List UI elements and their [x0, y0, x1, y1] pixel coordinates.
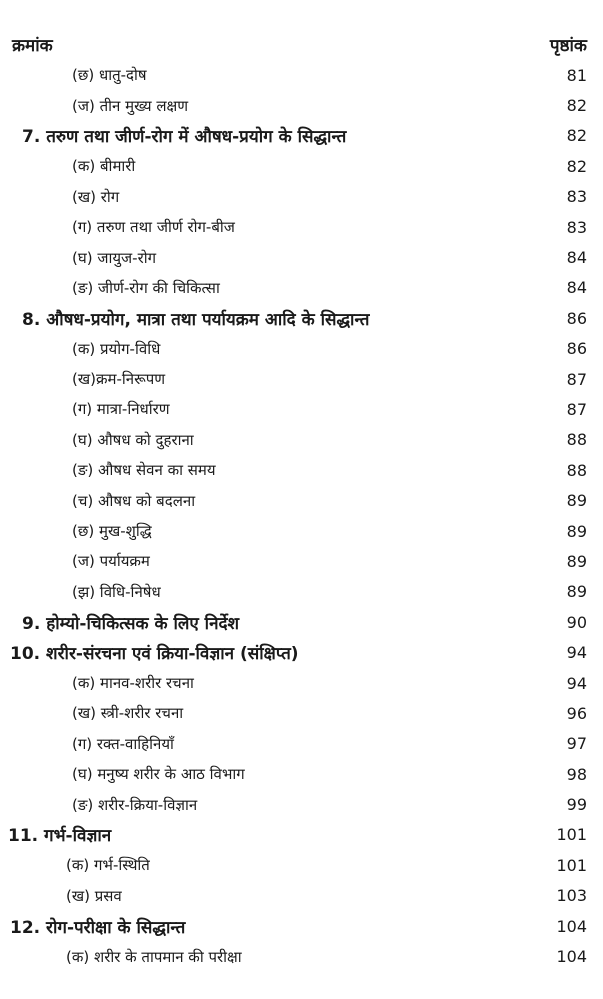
section-title: 12. रोग-परीक्षा के सिद्धान्त: [10, 917, 186, 938]
toc-section: [0, 121, 603, 151]
entry-title: (घ) औषध को दुहराना: [72, 430, 194, 449]
entry-page-number: 99: [566, 795, 587, 815]
entry-page-number: 98: [566, 764, 587, 784]
serial-number-heading: क्रमांक: [12, 35, 53, 56]
entry-title: (ज) तीन मुख्य लक्षण: [72, 96, 189, 115]
entry-page-number: 84: [566, 278, 587, 298]
entry-page-number: 81: [566, 65, 587, 85]
toc-subentry: [0, 881, 603, 911]
entry-page-number: 82: [566, 156, 587, 176]
toc-subentry: [0, 212, 603, 242]
entry-title: (क) शरीर के तापमान की परीक्षा: [66, 947, 242, 966]
toc-section: [0, 820, 603, 850]
toc-subentry: [0, 151, 603, 181]
entry-title: (ख)क्रम-निरूपण: [72, 370, 166, 389]
entry-title: (ज) पर्यायक्रम: [72, 552, 150, 571]
page-number-heading: पृष्ठांक: [549, 35, 587, 56]
entry-page-number: 101: [556, 825, 587, 845]
entry-page-number: 84: [566, 248, 587, 268]
entry-page-number: 90: [566, 612, 587, 632]
entry-title: (ग) रक्त-वाहिनियाँ: [72, 734, 174, 753]
entry-page-number: 94: [566, 673, 587, 693]
entry-page-number: 104: [556, 916, 587, 936]
section-title: 10. शरीर-संरचना एवं क्रिया-विज्ञान (संक्षिप्त): [10, 644, 299, 665]
toc-subentry: [0, 60, 603, 90]
entry-page-number: 83: [566, 187, 587, 207]
toc-subentry: [0, 698, 603, 728]
entry-page-number: 97: [566, 734, 587, 754]
section-title: 8. औषध-प्रयोग, मात्रा तथा पर्यायक्रम आदि के सिद्धान्त: [22, 309, 370, 330]
entry-page-number: 88: [566, 460, 587, 480]
toc-subentry: [0, 941, 603, 971]
entry-page-number: 103: [556, 886, 587, 906]
toc-subentry: [0, 182, 603, 212]
entry-title: (क) गर्भ-स्थिति: [66, 856, 150, 875]
section-title: 11. गर्भ-विज्ञान: [8, 826, 112, 847]
section-title: 9. होम्यो-चिकित्सक के लिए निर्देश: [22, 613, 240, 634]
toc-section: [0, 607, 603, 637]
entry-title: (ग) तरुण तथा जीर्ण रोग-बीज: [72, 218, 235, 237]
entry-page-number: 101: [556, 855, 587, 875]
toc-subentry: [0, 789, 603, 819]
entry-title: (छ) धातु-दोष: [72, 66, 147, 85]
entry-title: (ङ) शरीर-क्रिया-विज्ञान: [72, 795, 198, 814]
toc-subentry: [0, 485, 603, 515]
entry-page-number: 87: [566, 399, 587, 419]
entry-title: (क) बीमारी: [72, 157, 136, 176]
entry-page-number: 96: [566, 703, 587, 723]
toc-subentry: [0, 668, 603, 698]
entry-page-number: 87: [566, 369, 587, 389]
toc-subentry: [0, 334, 603, 364]
section-title: 7. तरुण तथा जीर्ण-रोग में औषध-प्रयोग के सिद्धान्त: [22, 127, 347, 148]
toc-subentry: [0, 546, 603, 576]
entry-title: (ख) रोग: [72, 187, 120, 206]
entry-page-number: 86: [566, 308, 587, 328]
toc-section: [0, 911, 603, 941]
entry-title: (ख) स्त्री-शरीर रचना: [72, 704, 184, 723]
entry-title: (च) औषध को बदलना: [72, 491, 196, 510]
table-of-contents: [0, 60, 603, 972]
entry-title: (घ) जायुज-रोग: [72, 248, 157, 267]
toc-subentry: [0, 577, 603, 607]
entry-title: (क) प्रयोग-विधि: [72, 339, 161, 358]
entry-page-number: 89: [566, 491, 587, 511]
toc-subentry: [0, 394, 603, 424]
entry-title: (क) मानव-शरीर रचना: [72, 674, 194, 692]
toc-section: [0, 303, 603, 333]
entry-page-number: 89: [566, 521, 587, 541]
toc-section: [0, 637, 603, 667]
toc-subentry: [0, 455, 603, 485]
entry-page-number: 89: [566, 582, 587, 602]
entry-page-number: 88: [566, 430, 587, 450]
toc-subentry: [0, 759, 603, 789]
entry-title: (छ) मुख-शुद्धि: [72, 522, 152, 541]
toc-subentry: [0, 850, 603, 880]
entry-title: (ङ) जीर्ण-रोग की चिकित्सा: [72, 278, 220, 297]
toc-subentry: [0, 516, 603, 546]
toc-subentry: [0, 273, 603, 303]
entry-page-number: 82: [566, 96, 587, 116]
entry-page-number: 86: [566, 339, 587, 359]
toc-subentry: [0, 729, 603, 759]
column-header: [12, 30, 587, 58]
toc-subentry: [0, 364, 603, 394]
entry-title: (ङ) औषध सेवन का समय: [72, 461, 216, 480]
toc-subentry: [0, 242, 603, 272]
entry-page-number: 83: [566, 217, 587, 237]
entry-page-number: 94: [566, 643, 587, 663]
toc-subentry: [0, 90, 603, 120]
entry-page-number: 89: [566, 551, 587, 571]
entry-title: (घ) मनुष्य शरीर के आठ विभाग: [72, 765, 245, 784]
entry-title: (ग) मात्रा-निर्धारण: [72, 400, 170, 419]
entry-title: (ख) प्रसव: [66, 886, 122, 905]
entry-page-number: 82: [566, 126, 587, 146]
toc-subentry: [0, 425, 603, 455]
entry-page-number: 104: [556, 947, 587, 967]
entry-title: (झ) विधि-निषेध: [72, 582, 161, 601]
